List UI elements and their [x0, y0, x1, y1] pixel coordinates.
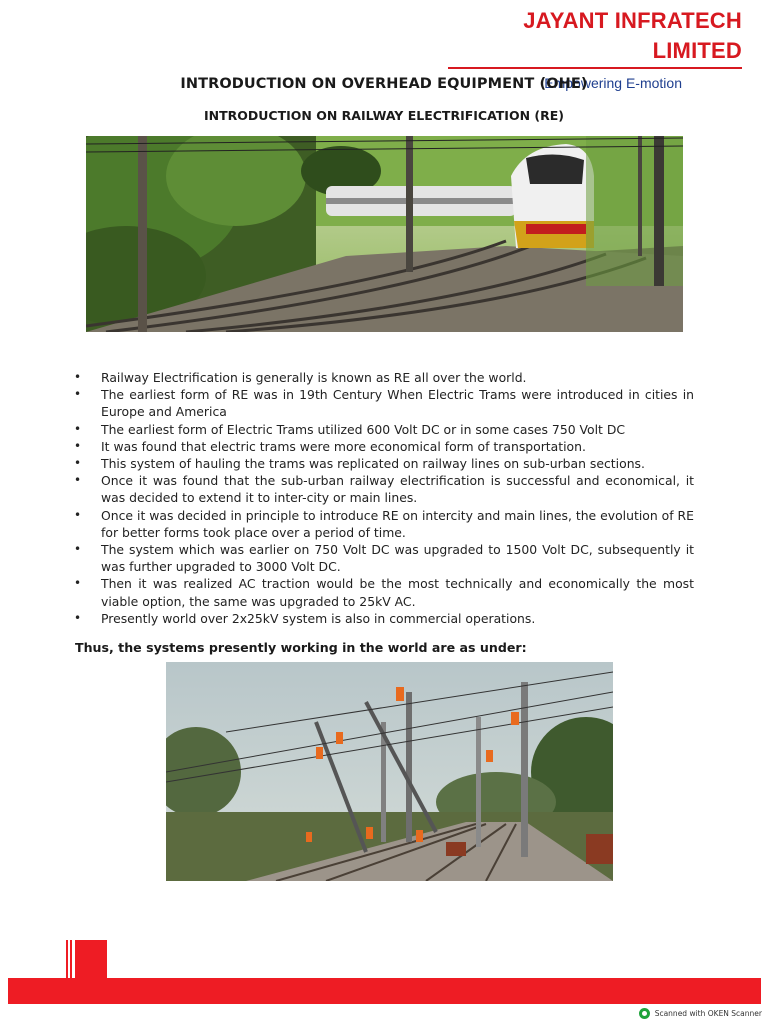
list-item — [74, 507, 694, 541]
list-item-text: Once it was decided in principle to introduce RE on intercity and main lines, the evolution of RE for better forms took place over a period of time. — [101, 507, 694, 540]
list-item-text: The system which was earlier on 750 Volt DC was upgraded to 1500 Volt DC, subsequently it was further upgraded to 3000 Volt DC. — [101, 542, 694, 575]
company-tagline: Empowering E-motion — [544, 75, 682, 91]
footer-stripe — [70, 940, 72, 980]
systems-lead-text: Thus, the systems presently working in the world are as under: — [75, 640, 527, 655]
bullet-icon: • — [74, 507, 82, 522]
list-item — [74, 386, 694, 420]
scanner-logo-icon — [639, 1008, 650, 1019]
bullet-list — [74, 369, 694, 627]
bullet-icon: • — [74, 576, 82, 591]
bullet-icon: • — [74, 456, 82, 471]
bullet-icon: • — [74, 370, 82, 384]
list-item-text: Once it was found that the sub-urban railway electrification is successful and economical, it was decided to extend it to inter-city or main lines. — [101, 473, 694, 506]
footer-stripe — [66, 940, 68, 980]
footer-bar — [8, 978, 761, 1004]
list-item — [74, 369, 694, 386]
list-item — [74, 421, 694, 438]
list-item — [74, 610, 694, 627]
list-item — [74, 541, 694, 575]
list-item-text: Railway Electrification is generally is known as RE all over the world. — [101, 370, 527, 385]
bullet-icon: • — [74, 610, 82, 625]
bullet-icon: • — [74, 473, 82, 488]
list-item — [74, 438, 694, 455]
ohe-workers-photo — [166, 662, 613, 881]
list-item — [74, 575, 694, 609]
list-item-text: Presently world over 2x25kV system is also in commercial operations. — [101, 610, 536, 626]
bullet-icon: • — [74, 421, 82, 436]
list-item-text: Then it was realized AC traction would be the most technically and economically the most viable option, the same was upgraded to 25kV AC. — [101, 576, 694, 609]
bullet-icon: • — [74, 387, 82, 402]
bullet-icon: • — [74, 438, 82, 453]
bullet-icon: • — [74, 542, 82, 557]
list-item-text: This system of hauling the trams was replicated on railway lines on sub-urban sections. — [101, 456, 645, 472]
scanner-text: Scanned with OKEN Scanner — [654, 1008, 762, 1018]
list-item-text: The earliest form of Electric Trams utilized 600 Volt DC or in some cases 750 Volt DC — [101, 421, 626, 437]
company-name: JAYANT INFRATECH LIMITED — [523, 8, 742, 63]
list-item-text: It was found that electric trams were more economical form of transportation. — [101, 438, 586, 454]
list-item — [74, 455, 694, 472]
list-item-text: The earliest form of RE was in 19th Century When Electric Trams were introduced in cities in Europe and America — [101, 387, 694, 420]
train-photo — [86, 136, 683, 332]
list-item — [74, 472, 694, 506]
section-title: INTRODUCTION ON RAILWAY ELECTRIFICATION (RE) — [204, 108, 564, 123]
logo-underline — [448, 67, 742, 69]
page-title: INTRODUCTION ON OVERHEAD EQUIPMENT (OHE) — [180, 76, 588, 92]
footer-tab — [75, 940, 107, 980]
scanner-watermark — [639, 1006, 762, 1020]
